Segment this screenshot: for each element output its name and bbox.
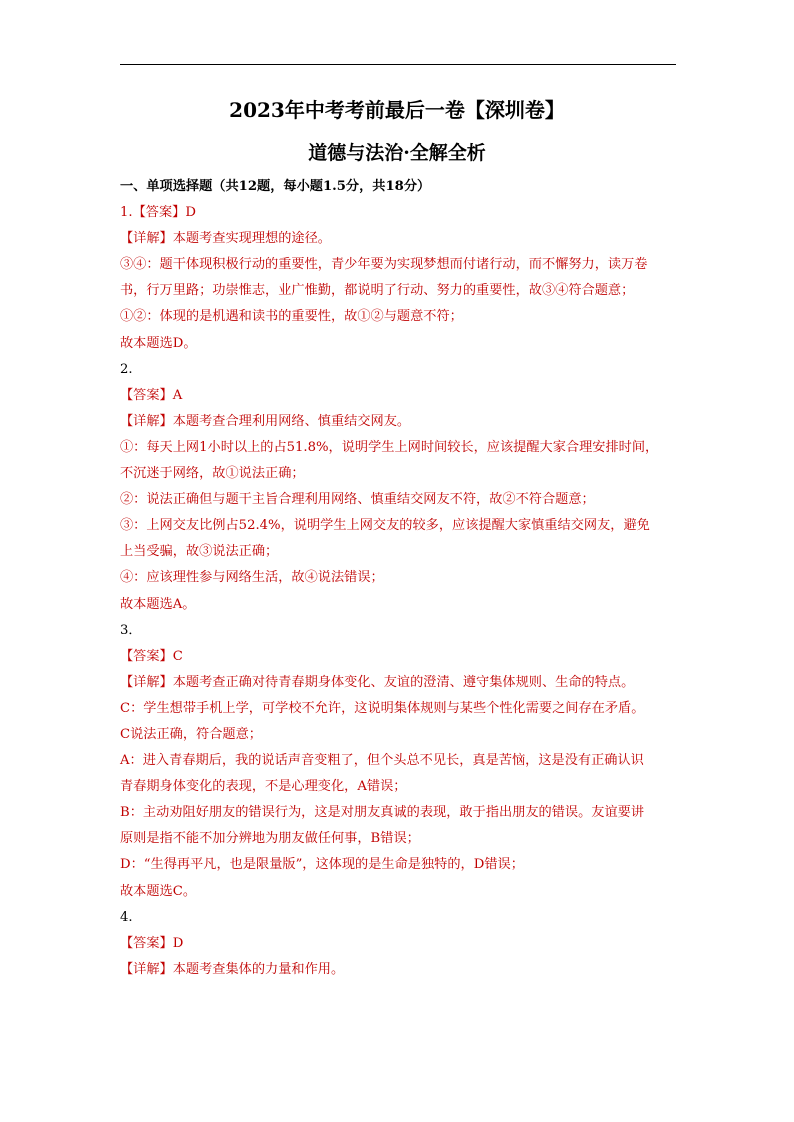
header-rule — [120, 64, 676, 65]
page-title: 2023年中考考前最后一卷【深圳卷】 — [229, 98, 565, 122]
answer-line: ①：每天上网1小时以上的占51.8%，说明学生上网时间较长，应该提醒大家合理安排时间， — [120, 439, 659, 455]
answer-line: 4. — [120, 909, 133, 925]
answer-line: 3． — [120, 622, 142, 638]
answer-line: B：主动劝阻好朋友的错误行为，这是对朋友真诚的表现，敢于指出朋友的错误。友谊要讲 — [120, 805, 644, 821]
answer-line: 故本题选C。 — [120, 883, 197, 899]
answer-line: A：进入青春期后，我的说话声音变粗了，但个头总不见长，真是苦恼，这是没有正确认识 — [120, 753, 644, 769]
answer-line: 【答案】A — [120, 387, 183, 403]
answer-line: C：学生想带手机上学，可学校不允许，这说明集体规则与某些个性化需要之间存在矛盾。 — [120, 700, 645, 716]
answer-lines — [120, 200, 680, 983]
answer-line: 故本题选D。 — [120, 335, 197, 351]
answer-line: 【详解】本题考查实现理想的途径。 — [120, 231, 331, 247]
answer-line: ③：上网交友比例占52.4%，说明学生上网交友的较多，应该提醒大家慎重结交网友，避免 — [120, 518, 650, 534]
answer-line: 不沉迷于网络，故①说法正确； — [120, 466, 305, 482]
answer-line: ④：应该理性参与网络生活，故④说法错误； — [120, 570, 384, 586]
answer-line: ③④：题干体现积极行动的重要性，青少年要为实现梦想而付诸行动，而不懈努力，读万卷 — [120, 257, 648, 273]
answer-line: C说法正确，符合题意； — [120, 726, 262, 742]
answer-line: 书，行万里路；功崇惟志，业广惟勤，都说明了行动、努力的重要性，故③④符合题意； — [120, 283, 635, 299]
answer-line: 【答案】C — [120, 648, 183, 664]
answer-line: 1.【答案】D — [120, 205, 196, 221]
answer-line: 【详解】本题考查集体的力量和作用。 — [120, 961, 345, 977]
answer-line: 2. — [120, 361, 133, 377]
answer-line: 【详解】本题考查正确对待青春期身体变化、友谊的澄清、遵守集体规则、生命的特点。 — [120, 674, 635, 690]
answer-line: ②：说法正确但与题干主旨合理利用网络、慎重结交网友不符，故②不符合题意； — [120, 492, 595, 508]
page-subtitle: 道德与法治·全解全析 — [308, 142, 486, 164]
answer-line: 原则是指不能不加分辨地为朋友做任何事，B错误； — [120, 831, 420, 847]
answer-line: 故本题选A。 — [120, 596, 196, 612]
answer-line: ①②：体现的是机遇和读书的重要性，故①②与题意不符； — [120, 309, 463, 325]
section-heading: 一、单项选择题（共12题，每小题1.5分，共18分） — [120, 179, 431, 194]
answer-line: D：“生得再平凡，也是限量版”，这体现的是生命是独特的，D错误； — [120, 857, 524, 873]
answer-content — [120, 174, 680, 983]
answer-line: 【详解】本题考查合理利用网络、慎重结交网友。 — [120, 413, 411, 429]
answer-line: 青春期身体变化的表现，不是心理变化，A错误； — [120, 779, 407, 795]
answer-line: 【答案】D — [120, 935, 184, 951]
answer-line: 上当受骗，故③说法正确； — [120, 544, 279, 560]
